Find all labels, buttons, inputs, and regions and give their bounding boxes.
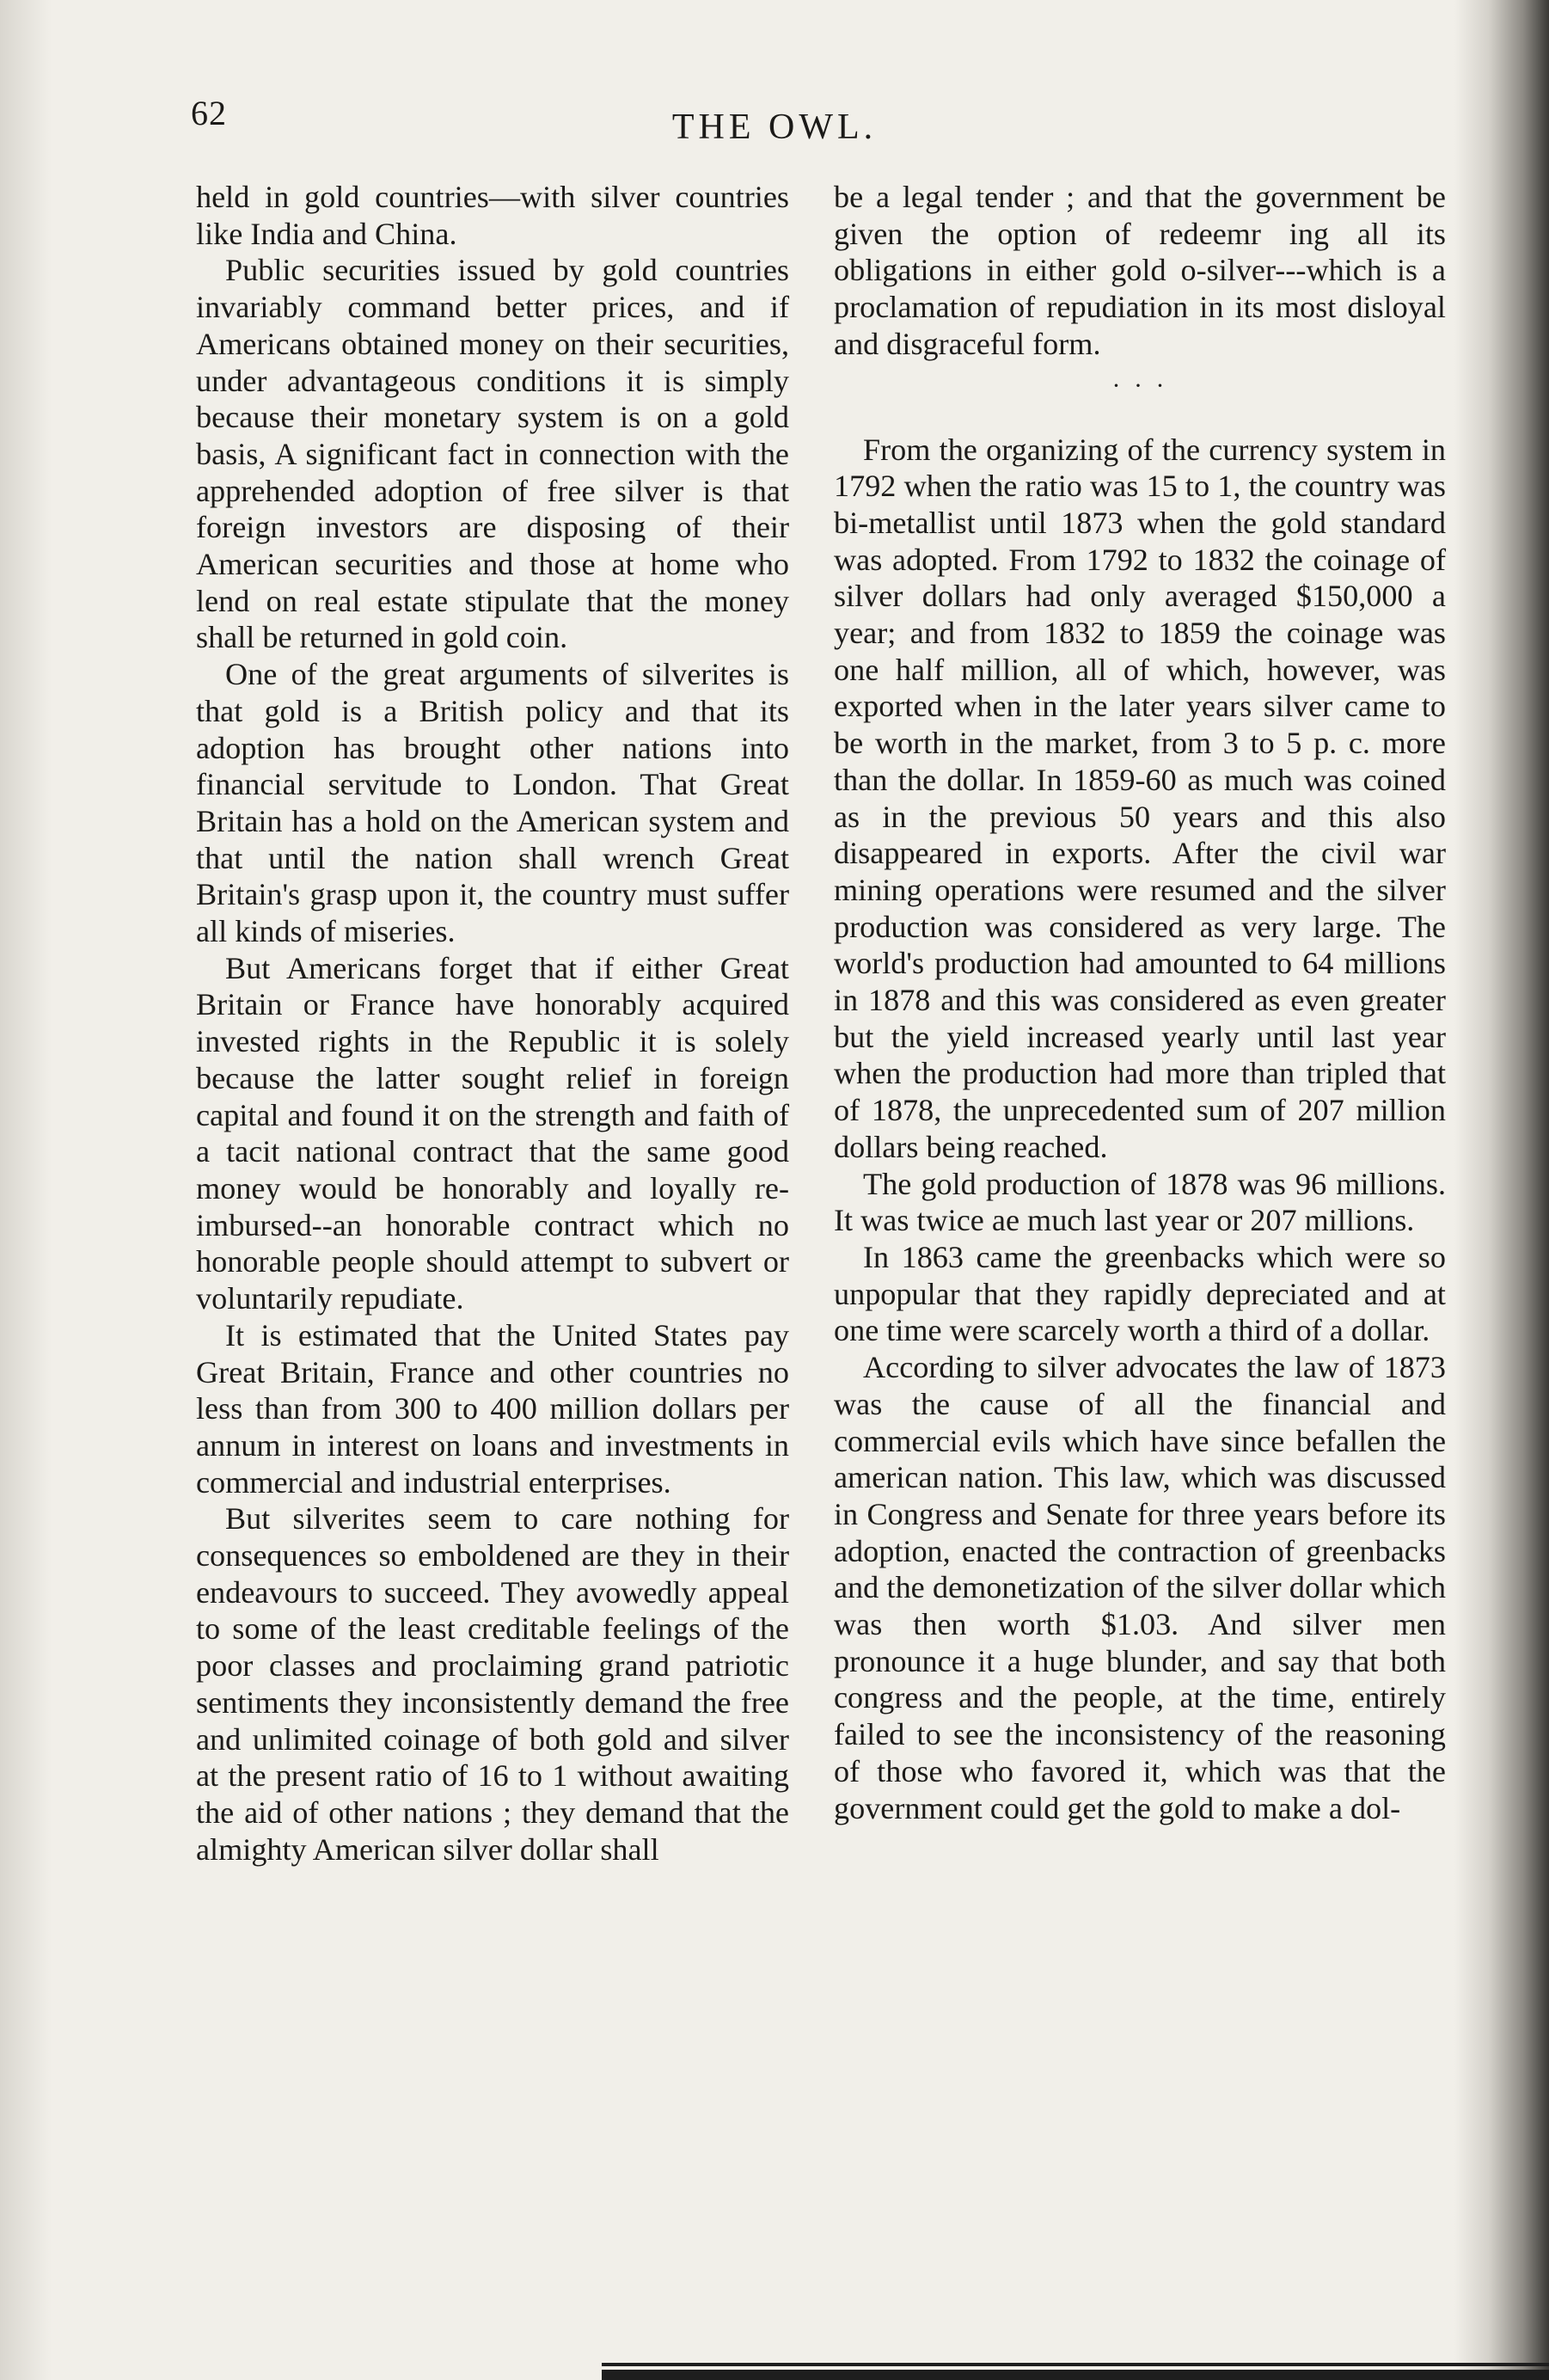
right-continuation-paragraph: be a legal tender ; and that the government be given the option of redeemr ing all its obligations in either gold o-silver---which is a proclamation of repudiation in its most disloyal and disgraceful form.: [834, 180, 1446, 361]
left-paragraph-3: One of the great arguments of silverites is that gold is a British policy and that its adoption has brought other nations into financial servitude to London. That Great Britain has a hold on the American system and that until the nation shall wrench Great Britain's grasp upon it, the country must suffer all kinds of miseries.: [196, 657, 789, 949]
left-column: [196, 179, 789, 1868]
left-paragraph-4: But Americans forget that if either Great Britain or France have honorably acquired invested rights in the Republic it is solely because the latter sought relief in foreign capital and found it on the strength and faith of a tacit national contract that the same good money would be honorably and loyally re-imbursed--an honorable contract which no honorable people should attempt to subvert or voluntarily repudiate.: [196, 950, 789, 1316]
right-paragraph-4: According to silver advocates the law of 1873 was the cause of all the financial and commercial evils which have since befallen the american nation. This law, which was discussed in Congress and Senate for three years before its adoption, enacted the contraction of greenbacks and the demonetization of the silver dollar which was then worth $1.03. And silver men pronounce it a huge blunder, and say that both congress and the people, at the time, entirely failed to see the inconsistency of the reasoning of those who favored it, which was that the government could get the gold to make a dol-: [834, 1350, 1446, 1825]
right-paragraph-3: In 1863 came the greenbacks which were so unpopular that they rapidly depreciated and at one time were scarcely worth a third of a dollar.: [834, 1239, 1446, 1348]
bottom-binding-rule: [602, 2358, 1549, 2380]
page-edge-shadow-right: [1454, 0, 1549, 2380]
left-paragraph-2: Public securities issued by gold countries invariably command better prices, and if Americans obtained money on their securities, under advantageous conditions it is simply because their monetary system is on a gold basis, A significant fact in connection with the apprehended adoption of free silver is that foreign investors are disposing of their American securities and those at home who lend on real estate stipulate that the money shall be returned in gold coin.: [196, 253, 789, 655]
right-paragraph-1: From the organizing of the currency system in 1792 when the ratio was 15 to 1, the country was bi-metallist until 1873 when the gold standard was adopted. From 1792 to 1832 the coinage of silver dollars had only averaged $150,000 a year; and from 1832 to 1859 the coinage was one half million, all of which, however, was exported when in the later years silver came to be worth in the market, from 3 to 5 p. c. more than the dollar. In 1859-60 as much was coined as in the previous 50 years and this also disappeared in exports. After the civil war mining operations were resumed and the silver production was considered as very large. The world's production had amounted to 64 millions in 1878 and this was considered as even greater but the yield increased yearly until last year when the production had more than tripled that of 1878, the unprecedented sum of 207 million dollars being reached.: [834, 432, 1446, 1164]
right-column: [834, 179, 1446, 1826]
page-number: 62: [191, 94, 227, 132]
left-paragraph-5: It is estimated that the United States pay Great Britain, France and other countries no less than from 300 to 400 million dollars per annum in interest on loans and investments in commercial and industrial enterprises.: [196, 1317, 789, 1500]
page-edge-shadow-left: [0, 0, 52, 2380]
running-head-title: THE OWL.: [671, 107, 878, 147]
section-separator-dots: · · ·: [1111, 371, 1168, 400]
left-paragraph-1: held in gold countries—with silver countries like India and China.: [196, 180, 789, 251]
left-paragraph-6: But silverites seem to care nothing for consequences so emboldened are they in their endeavours to succeed. They avowedly appeal to some of the least creditable feelings of the poor classes and proclaiming grand patriotic sentiments they inconsistently demand the free and unlimited coinage of both gold and silver at the present ratio of 16 to 1 without awaiting the aid of other nations ; they demand that the almighty American silver dollar shall: [196, 1501, 789, 1867]
right-paragraph-2: The gold production of 1878 was 96 millions. It was twice ae much last year or 207 millions.: [834, 1166, 1446, 1238]
